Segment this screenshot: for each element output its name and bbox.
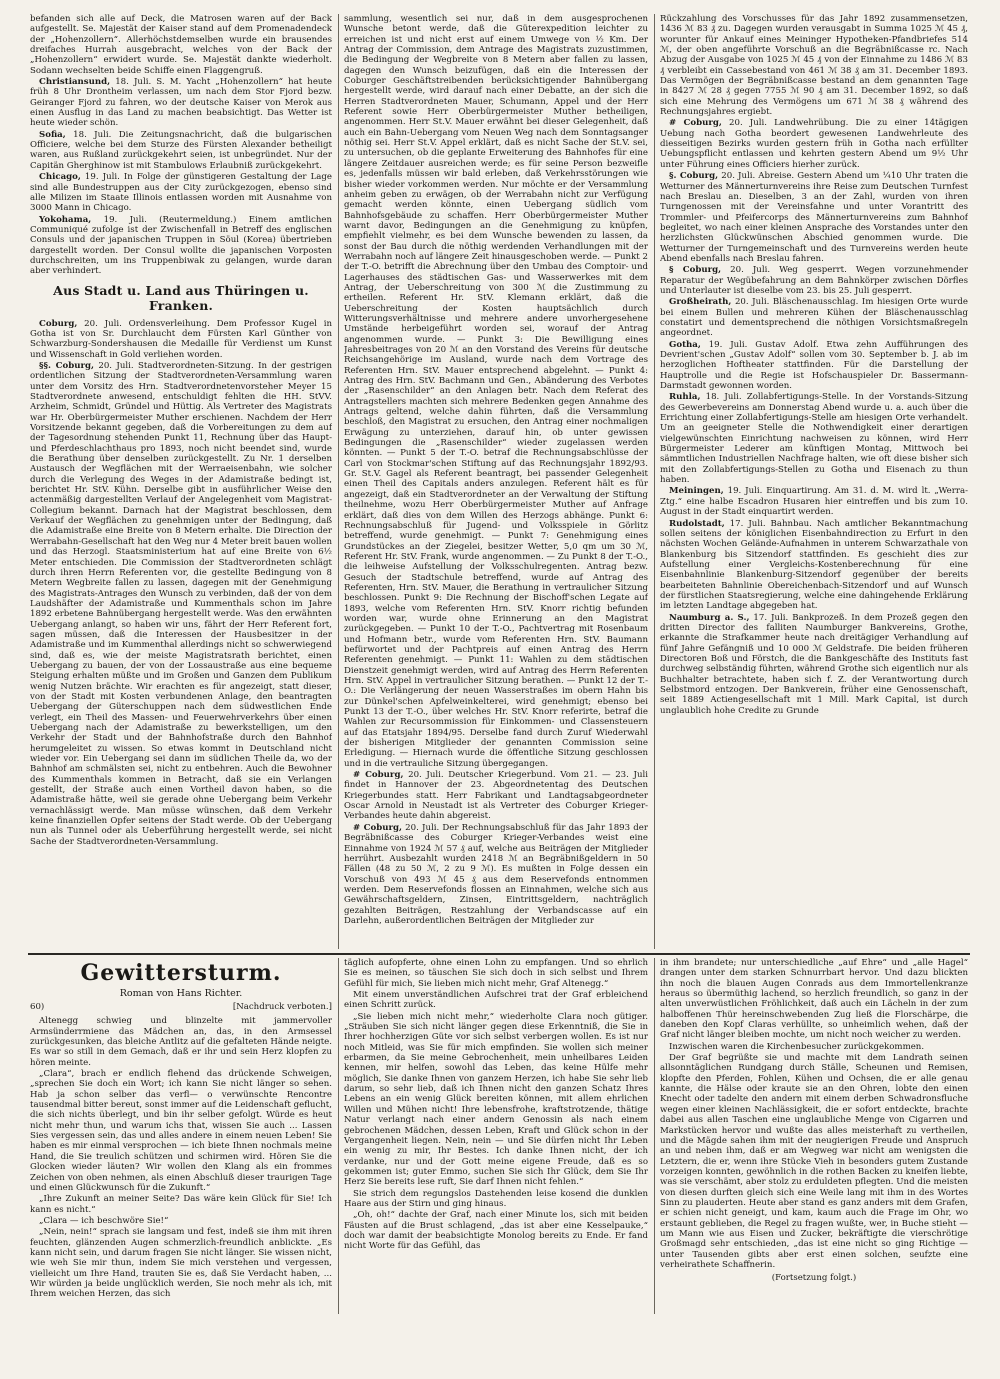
article-text: 20. Juli. Der Rechnungsabschluß für das Jahr 1893 der Begräbnißcasse des Coburger Krieger-Verbandes weist eine Einnahme von 1924 ℳ 57 ₰ auf, welche aus Beiträgen der Mitglieder herrührt. Ausbezahlt wurden 2418 ℳ an Begräbnißgeldern in 50 Fällen (48 zu 50 ℳ, 2 zu 9 ℳ). Es mußten in Folge dessen ein Vorschuß von 493 ℳ 45 ₰ aus dem Reservefonds entnommen werden. Dem Reservefonds flossen an Einnahmen, welche sich aus Gewährschaftsgeldern, Zinsen, Eintrittsgeldern, nachträglich gezahlten Beiträgen, Restzahlung der Verbandscasse auf ein Darlehn, außerordentlichen Beiträgen der Mitglieder zur — [344, 822, 648, 926]
dateline: § Coburg, — [669, 265, 722, 276]
news-column-3 — [660, 14, 968, 949]
article-paragraph — [30, 361, 332, 847]
dateline: # Coburg, — [353, 822, 402, 833]
article-text: 18. Juli. S. M. Yacht „Hohenzollern“ hat heute früh 8 Uhr Drontheim verlassen, um nach dem Stor Fjord bezw. Geiranger Fjord zu fahren, wo der deutsche Kaiser von Merok aus einen Ausflug in das Land zu machen beabsichtigt. Das Wetter ist heute wieder schön. — [30, 77, 332, 129]
dateline: Christiansund, — [39, 77, 111, 88]
novel-paragraph: „Clara“, brach er endlich flehend das drückende Schweigen, „sprechen Sie doch ein Wort; ich kann Sie nicht länger so sehen. Hab ja schon selber das verfl— o verwünschte Rencontre tausendmal bitter bereut, sonst immer auf die Leidenschaft geflucht, die sich nichts überlegt, und bin ihr selber gefolgt. Würde es heut nicht mehr thun, und warum ichs that, wissen Sie auch ... Lassen Sies vergessen sein, das und alles andere in einem neuen Leben! Sie haben es mir einmal versprochen — ich biete Ihnen nochmals meine Hand, die Sie treulich schützen und schirmen wird. Hören Sie die Glocken wieder läuten? Wir wollen den Klang als ein frommes Zeichen von oben nehmen, als einen Abschluß dieser traurigen Tage und einen Glückwunsch für die Zukunft.“ — [30, 1069, 332, 1193]
article-paragraph — [660, 265, 968, 296]
section-divider — [28, 953, 970, 955]
article-paragraph — [30, 172, 332, 213]
article-paragraph: sammlung, wesentlich sei nur, daß in dem ausgesprochenen Wunsche betont werde, daß die Güterexpedition leichter zu erreichen ist und nicht erst auf einem Umwege von ½ Km. Der Antrag der Commission, dem Antrage des Magistrats zuzustimmen, die Bedingung der Wegbreite von 8 Metern aber fallen zu lassen, dagegen den Wunsch beizufügen, daß ein die Interessen der Coburger Geschäftstreibenden berücksichtigender Bahnübergang hergestellt werde, wird darauf nach einer Debatte, an der sich die Herren Stadtverordneten Mauer, Schumann, Appel und der Herr Referent sowie Herr Oberbürgermeister Muther betheiligen, angenommen. Herr St.V. Mauer erwähnt bei dieser Gelegenheit, daß auch ein Bahn-Uebergang vom Neuen Weg nach dem Sonntagsanger nöthig sei. Herr St.V. Appel erklärt, daß es nicht Sache der St.V. sei, zu untersuchen, ob die geplante Erweiterung des Bahnhofes für eine längere Zeitdauer ausreichen werde; es für seine Person bezweifle es, jedenfalls müssen wir bald erleben, daß Verkehrsstörungen wie bisher wieder vorkommen werden. Nur möchte er der Versammlung anheim geben zu erwägen, ob der Werrabahn nicht zur Verfügung gemacht werden könnte, einen Uebergang südlich vom Bahnhofsgebäude zu schaffen. Herr Oberbürgermeister Muther warnt davor, Bedingungen an die Genehmigung zu knüpfen, empfiehlt vielmehr, es bei dem Wunsche bewenden zu lassen, da sonst der Bau durch die nöthig werdenden Verhandlungen mit der Werrabahn noch auf längere Zeit hinausgeschoben werde. — Punkt 2 der T.-O. betrifft die Abrechnung über den Umbau des Comptoir- und Lagerhauses des städtischen Gas- und Wasserwerkes mit dem Antrag, der Ueberschreitung von 300 ℳ die Zustimmung zu ertheilen. Referent Hr. StV. Klemann erklärt, daß die Ueberschreitung der Kosten hauptsächlich durch Witterungsverhältnisse und mehrere andere unvorhergesehene Umstände herbeigeführt worden sei, worauf der Antrag angenommen wurde. — Punkt 3: Die Bewilligung eines Jahresbeitrages von 20 ℳ an den Vorstand des Vereins für deutsche Reichsangehörige im Ausland, wurde nach dem Vortrage des Referenten Hrn. StV. Mauer entsprechend abgelehnt. — Punkt 4: Antrag des Hrn. StV. Bachmann und Gen., Abänderung des Verbotes der „Rasenschilder“ an den Anlagen betr. Nach dem Referat des Antragstellers machten sich mehrere Bedenken gegen Annahme des Antrags geltend, welche dahin führten, daß die Versammlung beschloß, den Magistrat zu ersuchen, den Antrag einer nochmaligen Erwägung zu unterziehen, darauf hin, ob unter gewissen Bedingungen die „Rasenschilder“ wieder zugelassen werden könnten. — Punkt 5 der T.-O. betraf die Rechnungsabschlüsse der Carl von Stockmar'schen Stiftung auf das Rechnungsjahr 1892/93. Gr. St.V. Gagel als Referent beantragt, bei passender Gelegenheit einen Theil des Capitals anders anzulegen. Referent hält es für angezeigt, daß ein Stadtverordneter an der Verwaltung der Stiftung theilnehme, wozu Herr Oberbürgermeister Muther auf Anfrage erklärt, daß dies von dem Willen des Herzogs abhänge. Punkt 6: Rechnungsabschluß für Jugend- und Volksspiele in Görlitz betreffend, wurde genehmigt. — Punkt 7: Genehmigung eines Grundstückes an der Ziegelei, besitzer Wetter, 5,0 qm um 30 ℳ, Referent Hr. StV. Frank, wurde angenommen. — Zu Punkt 8 der T.-O., die leihweise Aufstellung der Volksschulregenten. Antrag bezw. Gesuch der Stadtschule betreffend, wurde auf Antrag des Referenten, Hrn. StV. Mauer, die Berathung in vertraulicher Sitzung beschlossen. Punkt 9: Die Rechnung der Bischoff'schen Legate auf 1893, welche vom Referenten Hrn. StV. Knorr richtig befunden worden war, wurde ohne Erinnerung an den Magistrat zurückgegeben. — Punkt 10 der T.-O., Pachtvertrag mit Rosenbaum und Hofmann betr., wurde vom Referenten Hrn. StV. Baumann befürwortet und der Pachtpreis auf einen Antrag des Herrn Referenten genehmigt. — Punkt 11: Wahlen zu dem städtischen Dienstzeit genehmigt werden, wird auf Antrag des Herrn Referenten Hrn. StV. Appel in vertraulicher Sitzung berathen. — Punkt 12 der T.-O.: Die Verlängerung der neuen Wasserstraßes im obern Hahn bis zur Dünkel'schen Apfelweinkelterei, wird genehmigt; ebenso bei Punkt 13 der T.-O., über welches Hr. StV. Knorr referirte, betraf die Wahlen zur Recursommission für Einkommen- und Classensteuern auf das Etatsjahr 1894/95. Derselbe fand durch Zuruf Wiederwahl der bisherigen Mitglieder der genannten Commission seine Erledigung. — Hiernach wurde die öffentliche Sitzung geschlossen und in die vertrauliche Sitzung übergegangen. — [344, 14, 648, 769]
dateline: Großheirath, — [669, 297, 732, 308]
novel-paragraph: „Oh, oh!“ dachte der Graf, nach einer Minute los, sich mit beiden Fäusten auf die Brust schlagend, „das ist aber eine Kesselpauke,“ doch war damit der beabsichtigte Monolog bereits zu Ende. Er fand nicht Worte für das Gefühl, das — [344, 1210, 648, 1252]
novel-paragraph: Der Graf begrüßte sie und machte mit dem Landrath seinen allsonntäglichen Rundgang durch Ställe, Scheunen und Remisen, klopfte den Pferden, Fohlen, Kühen und Ochsen, die er alle genau kannte, die Hälse oder kraute sie an den Ohren, lobte den einen Knecht oder tadelte den andern mit einem derben Schwadronsfluche wegen einer kleinen Nachlässigkeit, die er sofort entdeckte, brachte dabei aus allen Taschen eine unglaubliche Menge von Cigarren und Markstücken hervor und wußte das alles meisterhaft zu vertheilen, und die Mägde sahen ihm mit der neugierigen Freude und Anspruch an und neben ihm, daß er am Wegweg war nicht am wenigsten die Letztern, die er, wenn ihre Stücke Vieh in besonders gutem Zustande vorzeigen konnten, gewöhnlich in die rothen Backen zu kneifen liebte, was sie verschämt, aber stolz zu erduldeten pflegten. Und die meisten von diesen durften gleich sich eine Weile lang mit ihm in des Wortes Sinn zu plauderten. Heute aber stand es ganz anders mit dem Grafen, er schien nicht geneigt, und kam, kaum auch die Frage im Ohr, wo erstaunt geblieben, die Regel zu fragen wußte, wer, in Buche stieht — um Mann wie aus Eisen und Zucker, bekräftigte die vierschrötige Großmagd sehr entschieden, „das ist eine nicht so ging Richtige — unter Tausenden gibts aber erst einen solchen, seufzte eine verheirathete Schaffnerin. — [660, 1053, 968, 1270]
column-rule — [338, 14, 339, 949]
article-text: 17. Juli. Bahnbau. Nach amtlicher Bekanntmachung sollen seitens der königlichen Eisenbahndirection zu Erfurt in den nächsten Wochen Gelände-Aufnahmen in unterem Schwarzathale von Blankenburg bis Sitzendorf stattfinden. Es geschieht dies zur Aufstellung einer Vergleichs-Kostenberechnung für eine Eisenbahnlinie Blankenburg-Sitzendorf gegenüber der bereits bearbeiteten Bahnlinie Obereichenbach-Sitzendorf und auf Wunsch der fürstlichen Staatsregierung, welche eine dahingehende Erklärung im letzten Landtage abgegeben hat. — [660, 518, 968, 612]
section-heading: Aus Stadt u. Land aus Thüringen u. Franken. — [53, 282, 309, 313]
article-paragraph — [30, 215, 332, 277]
article-text: 19. Juli. Gustav Adolf. Etwa zehn Aufführungen des Devrient'schen „Gustav Adolf“ sollen vom 30. September b. J. ab im herzoglichen Hoftheater stattfinden. Für die Darstellung der Hauptrolle und die Regie ist Hofschauspieler Dr. Bassermann-Darmstadt gewonnen worden. — [660, 339, 968, 392]
feuilleton-column-1 — [30, 958, 332, 1314]
feuilleton-column-3 — [660, 958, 968, 1314]
article-text: 18. Juli. Zollabfertigungs-Stelle. In der Vorstands-Sitzung des Gewerbevereins am Donnerstag Abend wurde u. a. auch über die Errichtung einer Zollabfertigungs-Stelle am hiesigen Orte verhandelt. Um an geeigneter Stelle die Nothwendigkeit einer derartigen vielgewünschten Einrichtung nachweisen zu können, wird Herr Bürgermeister Lederer am künftigen Montag, Mittwoch bei sämmtlichen Industriellen Nachfrage halten, wie oft diese bisher sich mit den Zollabfertigungs-Stellen zu Gotha und Eisenach zu thun haben. — [660, 392, 968, 486]
article-text: 20. Juli. Abreise. Gestern Abend um ¼10 Uhr traten die Wetturner des Männerturnvereins ihre Reise zum Deutschen Turnfest nach Breslau an. Dieselben, 3 an der Zahl, wurden von ihren Turngenossen mit der Vereinsfahne und unter Vorantritt des Trommler- und Pfeifercorps des Männerturnvereins zum Bahnhof begleitet, wo nach einer kleinen Ansprache des Vorstandes unter den herzlichsten Glückwünschen Abschied genommen wurde. Die Wetturner der Turngemeinschaft und des Turnvereins werden heute Abend ebenfalls nach Breslau fahren. — [660, 171, 968, 264]
dateline: §§. Coburg, — [39, 360, 94, 371]
article-text: 19. Juli. (Reutermeldung.) Einem amtlichen Communiqué zufolge ist der Zwischenfall in Betreff des englischen Consuls und der japanischen Truppen in Söul (Korea) übertrieben dargestellt worden. Der Consul wollte die japanischen Vorposten durchschreiten, um ins Truppenbiwak zu gelangen, wurde daran aber verhindert. — [30, 214, 332, 277]
feuilleton-column-2 — [344, 958, 648, 1314]
article-paragraph — [660, 171, 968, 264]
novel-paragraph: Sie strich dem regungslos Dastehenden leise kosend die dunklen Haare aus der Stirn und ging hinaus. — [344, 1188, 648, 1209]
dateline: # Coburg, — [669, 118, 722, 129]
article-text: 20. Juli. Landwehrübung. Die zu einer 14tägigen Uebung nach Gotha beordert gewesenen Landwehrleute des diesseitigen Bezirks wurden gestern früh in Gotha nach erfüllter Uebungspflicht entlassen und kehrten gestern Abend um 9½ Uhr unter Führung eines Officiers hierher zurück. — [660, 118, 968, 170]
column-rule — [654, 958, 655, 1314]
novel-paragraph: „Sie lieben mich nicht mehr,“ wiederholte Clara noch gütiger. „Sträuben Sie sich nicht länger gegen diese Erkenntniß, die Sie in Ihrer hochherzigen Güte vor sich selbst verbergen wollen. Es ist nur noch Mitleid, was Sie für mich empfinden. Sie wollen sich meiner erbarmen, da Sie meine Gebrochenheit, mein unheilbares Leiden kennen, mir helfen, sowohl das Leben, das keine Hülfe mehr möglich, Sie danke Ihnen von ganzem Herzen, ich habe Sie sehr lieb darum, so sehr lieb, daß ich Ihnen nicht den ganzen Schatz Ihres Lebens an ein wenig Glück bereiten können, mit allem ehrlichen Willen und Mühen nicht! Ihre lebensfrohe, kraftstrotzende, thätige Natur verlangt nach einer andern Genossin als nach einem gebrochenen Mädchen, dessen Leben, Kraft und Glück schon in der Vergangenheit liegen. Nein, nein — und Sie dürfen nicht Ihr Leben ein wenig zu mir, Ihr Bestes. Ich danke Ihnen nicht, der ich verdanke, nur und der Gott meine eigene Freude, daß es so gekommen ist; guter Emmo, suchen Sie sich Ihr Glück, dem Sie Ihr Herz Sie bereits lese ruft, Sie darf Ihnen nicht fehlen.“ — [344, 1011, 648, 1188]
dateline: # Coburg, — [353, 770, 404, 781]
article-text: 20. Juli. Bläschenausschlag. Im hiesigen Orte wurde bei einem Bullen und mehreren Kühen der Bläschenausschlag constatirt und dementsprechend die nöthigen Vorsichtsmaßregeln angeordnet. — [660, 297, 968, 339]
dateline: Gotha, — [669, 339, 701, 350]
article-text: 18. Juli. Die Zeitungsnachricht, daß die bulgarischen Officiere, welche bei dem Sturze des Fürsten Alexander betheiligt waren, aus Rußland zurückgekehrt seien, ist unbegründet. Nur der Capitän Gherghinow ist mit Stambulows Erlaubniß zurückgekehrt. — [30, 129, 332, 171]
novel-paragraph: „Nein, nein!“ sprach sie langsam und fest, indeß sie ihm mit ihren feuchten, glänzenden Augen schmerzlich-freundlich anblickte. „Es kann nicht sein, und darum fragen Sie nicht länger. Sie wissen nicht, wie weh Sie mir thun, indem Sie mich verstehen und vergessen, vielleicht um Ihre Hand, trauten Sie es, daß Sie Verdacht haben, ... Wir würden ja beide unglücklich werden, Sie noch mehr als ich, mit Ihrem weichen Herzen, das sich — [30, 1227, 332, 1300]
article-paragraph — [660, 392, 968, 485]
column-rule — [338, 958, 339, 1314]
article-text: 17. Juli. Bankprozeß. In dem Prozeß gegen den dritten Director des falliten Naumburger Bankvereins, Grothe, erkannte die Strafkammer heute nach dreitägiger Verhandlung auf fünf Jahre Gefängniß und 10 000 ℳ Geldstrafe. Die beiden früheren Directoren Boß und Förstch, die die Bankgeschäfte des Instituts fast durchweg selbständig führten, während Grothe sich eigentlich nur als Buchhalter betrachtete, haben sich f. Z. der Verantwortung durch Selbstmord entzogen. Der Bankverein, früher eine Genossenschaft, seit 1889 Actiengesellschaft mit 1 Mill. Mark Capital, ist durch unglaublich hohe Credite zu Grunde — [660, 612, 968, 716]
novel-paragraph: „Ihre Zukunft an meiner Seite? Das wäre kein Glück für Sie! Ich kann es nicht.“ — [30, 1194, 332, 1215]
article-text: 20. Juli. Ordensverleihung. Dem Professor Kugel in Gotha ist von Sr. Durchlaucht dem Fürsten Karl Günther von Schwarzburg-Sondershausen die Medaille für Verdienst um Kunst und Wissenschaft in Gold verliehen worden. — [30, 318, 332, 360]
article-paragraph — [660, 519, 968, 612]
dateline: §. Coburg, — [669, 171, 719, 182]
article-paragraph — [660, 340, 968, 392]
dateline: Rudolstadt, — [669, 518, 725, 529]
novel-paragraph: Mit einem unverständlichen Aufschrei trat der Graf erbleichend einen Schritt zurück. — [344, 990, 648, 1011]
reprint-notice: [Nachdruck verboten.] — [232, 1002, 332, 1012]
novel-title: Gewittersturm. — [80, 960, 282, 986]
novel-meta — [30, 1002, 332, 1012]
novel-paragraph: „Clara — ich beschwöre Sie!“ — [39, 1215, 169, 1226]
article-paragraph — [660, 297, 968, 338]
article-paragraph — [30, 77, 332, 129]
dateline: Sofia, — [39, 129, 66, 140]
article-paragraph: Rückzahlung des Vorschusses für das Jahr 1892 zusammensetzen, 1436 ℳ 83 ₰ zu. Dagegen wurden verausgabt in Summa 1025 ℳ 45 ₰, worunter für Ankauf eines Meininger Hypotheken-Pfandbriefes 514 ℳ, der oben angeführte Vorschuß an die Begräbnißcasse rc. Nach Abzug der Ausgabe von 1025 ℳ 45 ₰ von der Einnahme zu 1486 ℳ 83 ₰ verbleibt ein Cassebestand von 461 ℳ 38 ₰ am 31. December 1893. Das Vermögen der Begräbnißcasse bestand an dem genannten Tage in 8427 ℳ 28 ₰ gegen 7755 ℳ 90 ₰ am 31. December 1892, so daß sich eine Mehrung des Vermögens um 671 ℳ 38 ₰ während des Rechnungsjahres ergiebt. — [660, 14, 968, 118]
article-paragraph — [660, 118, 968, 170]
article-paragraph — [660, 486, 968, 517]
news-column-2 — [344, 14, 648, 949]
news-column-1 — [30, 14, 332, 949]
dateline: Meiningen, — [669, 486, 724, 497]
novel-paragraph: in ihm brandete; nur unterschiedliche „auf Ehre“ und „alle Hagel“ drangen unter dem starken Schnurrbart hervor. Und dazu blickten ihn noch die blauen Augen Conrads aus dem Immortellenkranze heraus so übermüthig lachend, so herzlich freundlich, so ganz in der alten unverwüstlichen Fröhlichkeit, daß auch ein Lächeln in der zum halboffenen Thür hereinschwebenden Zug ließ die Florschärpe, die daneben den Kopf Claras verhüllte, so unheimlich wehen, daß der Graf nicht länger bleiben mochte, um nicht noch weicher zu werden. — [660, 958, 968, 1041]
article-paragraph — [344, 770, 648, 822]
article-text: 20. Juli. Weg gesperrt. Wegen vorzunehmender Reparatur der Wegübefahrung an dem Bahnkörper zwischen Dörfles und Unterlauter ist dieselbe vom 23. bis 25. Juli gesperrt. — [660, 265, 968, 296]
article-text: 19. Juli. In Folge der günstigeren Gestaltung der Lage sind alle Bundestruppen aus der City zurückgezogen, ebenso sind alle Milizen im Staate Illinois entlassen worden mit Ausnahme von 3000 Mann in Chicago. — [30, 172, 332, 214]
article-paragraph — [30, 319, 332, 360]
article-text: 20. Juli. Stadtverordneten-Sitzung. In der gestrigen ordentlichen Sitzung der Stadtverordneten-Versammlung waren unter dem Vorsitz des Hrn. Stadtverordnetenvorsteher Meyer 15 Stadtverordnete anwesend, entschuldigt fehlten die HH. StVV. Arzheim, Schmidt, Gründel und Hüttig. Als Vertreter des Magistrats war Hr. Oberbürgermeister Muther erschienen. Nachdem der Herr Vorsitzende bekannt gegeben, daß die Vorbereitungen zu dem auf der Tagesordnung stehenden Punkt 11, Rechnung über das Haupt- und Pferdeschlachthaus pro 1893, noch nicht beendet sind, wurde die Berathung über denselben zurückgestellt. Zu Nr. 1 derselben Austausch der Wegflächen mit der Werraeisenbahn, wie solcher durch die Verlegung des Weges in der Adamistraße bedingt ist, berichtet Hr. StV. Kühn. Derselbe gibt in ausführlicher Weise den actenmäßig dargestellten Verlauf der Angelegenheit vom Magistrat-Collegium bekannt. Darnach hat der Magistrat beschlossen, dem Verkauf der Wegflächen zu genehmigen unter der Bedingung, daß die Adamistraße eine Breite von 8 Metern erhalte. Die Direction der Werrabahn-Gesellschaft hat den Weg nur 4 Meter breit bauen wollen und das Herzogl. Staatsministerium hat auf eine Breite von 6½ Meter entschieden. Die Commission der Stadtverordneten schlägt durch ihren Herrn Referenten vor, die gestellte Bedingung von 8 Metern Wegbreite fallen zu lassen, dagegen mit der Genehmigung des Magistrats-Antrages den Wunsch zu verbinden, daß der von dem Laudshäfter der Adamistraße und Kummenthals schon im Jahre 1892 erbetene Bahnübergang hergestellt werde. Was den erwähnten Uebergang anlangt, so haben wir uns, fährt der Herr Referent fort, sagen müssen, daß die Interessen der Hausbesitzer in der Adamistraße und im Kummenthal allerdings nicht so schwerwiegend sind, daß es, wie der meiste Magistratsrath berichtet, einen Uebergang zu bauen, der von der Lossaustraße aus eine bequeme Steigung erhalten müßte und im Großen und Ganzen dem Publikum wenig Nutzen brächte. Wir erachten es für angezeigt, statt dieser, von der Stadt mit Kosten verbundenen Anlage, den beantragten Uebergang der Güterschuppen nach dem südwestlichen Ende verlegt, ein Theil des Massen- und Feuerwehrverkehrs über einen Uebergang nach der Adamistraße zu bewerkstelligen, um den Verkehr der Stadt und der Bahnhofstraße durch den Bahnhof herumgeleitet zu wissen. So etwas kommt in Deutschland nicht wieder vor. Ein Uebergang sei dann im südlichen Theile da, wo der Bahnhof am schmälsten sei, nicht zu entbehren. Auch die Bewohner des Kummenthals kommen in Betracht, daß sie ein Verlangen gestellt, der Straße auch einen Vortheil davon haben, so die Adamistraße hätte, weil sie gerade ohne Uebergang beim Verkehr vernachlässigt werde. Man müsse wünschen, daß dem Verkehr keine finanziellen Opfer seitens der Stadt werde. Ob der Uebergang nun als Tunnel oder als Ueberführung hergestellt werde, sei nicht Sache der Stadtverordneten-Versammlung. — [30, 360, 332, 847]
dateline: Yokohama, — [39, 214, 92, 225]
dateline: Ruhla, — [669, 392, 701, 403]
novel-paragraph: Inzwischen waren die Kirchenbesucher zurückgekommen. — [669, 1041, 925, 1052]
novel-author: Roman von Hans Richter. — [119, 988, 243, 999]
continuation-note: (Fortsetzung folgt.) — [771, 1273, 857, 1284]
article-paragraph — [30, 130, 332, 171]
article-paragraph — [660, 613, 968, 716]
article-text: 19. Juli. Einquartirung. Am 31. d. M. wird lt. „Werra-Ztg.“ eine halbe Escadron Husaren hier eintreffen und bis zum 10. August in der Stadt einquartirt werden. — [660, 486, 968, 518]
dateline: Naumburg a. S., — [669, 612, 750, 623]
article-paragraph: befanden sich alle auf Deck, die Matrosen waren auf der Back aufgestellt. Se. Majestät der Kaiser stand auf dem Promenadendeck der „Hohenzollern“. Allerhöchstdemselben wurde ein brausendes dreifaches Hurrah ausgebracht, welches von der Back der „Hohenzollern“ erwidert wurde. Se. Majestät dankte wiederholt. Sodann wechselten beide Schiffe einen Flaggengruß. — [30, 14, 332, 76]
novel-paragraph: täglich aufopferte, ohne einen Lohn zu empfangen. Und so ehrlich Sie es meinen, so täuschen Sie sich doch in sich selbst und Ihrem Gefühl für mich, Sie lieben mich nicht mehr, Graf Altenegg.“ — [344, 958, 648, 989]
article-paragraph — [344, 823, 648, 926]
article-text: 20. Juli. Deutscher Kriegerbund. Vom 21. — 23. Juli findet in Hannover der 23. Abgeordnetentag des Deutschen Kriegerbundes statt. Herr Fabrikant und Landtagsabgeordneter Oscar Arnold in Neustadt ist als Vertreter des Coburger Krieger-Verbandes heute dahin abgereist. — [344, 770, 648, 822]
novel-paragraph: Altenegg schwieg und blinzelte mit jammervoller Armsünderrmiene das Mädchen an, das, in den Armsessel zurückgesunken, das bleiche Antlitz auf die gefalteten Hände neigte. Es war so still in dem Gemach, daß er ihr und sein Herz klopfen zu hören meinte. — [30, 1016, 332, 1068]
installment-number: 60) — [30, 1002, 45, 1012]
column-rule — [654, 14, 655, 949]
dateline: Coburg, — [39, 318, 78, 329]
dateline: Chicago, — [39, 172, 81, 183]
